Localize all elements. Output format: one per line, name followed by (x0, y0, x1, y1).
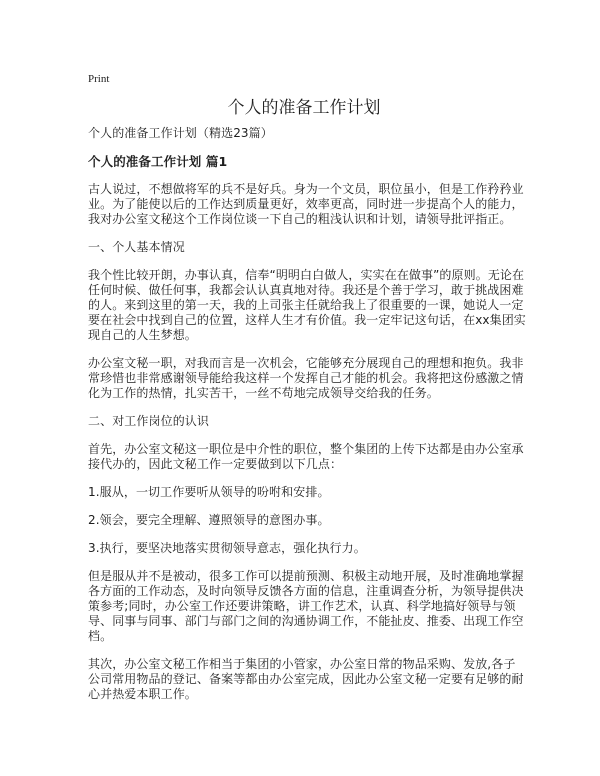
paragraph (88, 268, 526, 343)
paragraph-line: 导、同事与同事、部门与部门之间的沟通协调工作，不能扯皮、推委、出现工作空 (88, 614, 524, 628)
paragraph-line: 1.服从，一切工作要听从领导的吩咐和安排。 (88, 485, 330, 499)
paragraph-line: 其次，办公室文秘工作相当于集团的小管家，办公室日常的物品采购、发放,各子 (88, 657, 516, 671)
paragraph-line: 我对办公室文秘这个工作岗位谈一下自己的粗浅认识和计划，请领导批评指正。 (88, 212, 512, 226)
paragraph-line: 心并热爱本职工作。 (88, 687, 197, 701)
document-title: 个人的准备工作计划 (227, 98, 381, 118)
paragraph (88, 240, 520, 255)
paragraph (88, 414, 520, 429)
section-heading: 个人的准备工作计划 篇1 (88, 154, 228, 169)
paragraph-line: 各方面的工作动态，及时向领导反馈各方面的信息，注重调查分析，为领导提供决 (88, 584, 524, 598)
paragraph-line: 首先，办公室文秘这一职位是中介性的职位，整个集团的上传下达都是由办公室承 (88, 442, 524, 456)
paragraph-line: 一、个人基本情况 (88, 240, 185, 254)
paragraph (88, 569, 524, 644)
document-subtitle: 个人的准备工作计划（精选23篇） (88, 126, 273, 140)
paragraph-line: 但是服从并不是被动，很多工作可以提前预测、积极主动地开展，及时准确地掌握 (88, 569, 524, 583)
paragraph-line: 化为工作的热情，扎实苦干，一丝不苟地完成领导交给我的任务。 (88, 386, 439, 400)
paragraph-line: 我个性比较开朗，办事认真，信奉“明明白白做人，实实在在做事”的原则。无论在 (88, 268, 525, 282)
paragraph (88, 356, 524, 401)
paragraph-line: 任何时候、做任何事，我都会认认真真地对待。我还是个善于学习，敢于挑战困难 (88, 283, 524, 297)
paragraph-line: 公司常用物品的登记、备案等都由办公室完成，因此办公室文秘一定要有足够的耐 (88, 672, 524, 686)
paragraph-line: 的人。来到这里的第一天，我的上司张主任就给我上了很重要的一课，她说人一定 (88, 298, 524, 312)
document-body (88, 182, 526, 702)
paragraph-line: 现自己的人生梦想。 (88, 328, 197, 342)
paragraph (88, 182, 524, 227)
paragraph-line: 2.领会，要完全理解、遵照领导的意图办事。 (88, 513, 330, 527)
paragraph-line: 要在社会中找到自己的位置，这样人生才有价值。我一定牢记这句话，在xx集团实 (88, 313, 526, 327)
paragraph-line: 古人说过，不想做将军的兵不是好兵。身为一个文员，职位虽小，但是工作矜矜业 (88, 182, 524, 196)
paragraph (88, 541, 520, 556)
paragraph-line: 常珍惜也非常感谢领导能给我这样一个发挥自己才能的机会。我将把这份感激之情 (88, 371, 524, 385)
paragraph (88, 513, 520, 528)
paragraph-line: 接代办的，因此文秘工作一定要做到以下几点： (88, 457, 343, 471)
print-label[interactable]: Print (88, 73, 110, 85)
paragraph-line: 办公室文秘一职，对我而言是一次机会，它能够充分展现自己的理想和抱负。我非 (88, 356, 524, 370)
paragraph-line: 档。 (88, 629, 113, 643)
paragraph (88, 485, 520, 500)
paragraph-line: 策参考;同时，办公室工作还要讲策略，讲工作艺术，认真、科学地搞好领导与领 (88, 599, 516, 613)
paragraph-line: 二、对工作岗位的认识 (88, 414, 210, 428)
paragraph-line: 业。为了能使以后的工作达到质量更好，效率更高，同时进一步提高个人的能力， (88, 197, 524, 211)
document-page (88, 72, 526, 715)
paragraph-line: 3.执行，要坚决地落实贯彻领导意志，强化执行力。 (88, 541, 366, 555)
paragraph (88, 657, 524, 702)
paragraph (88, 442, 524, 472)
